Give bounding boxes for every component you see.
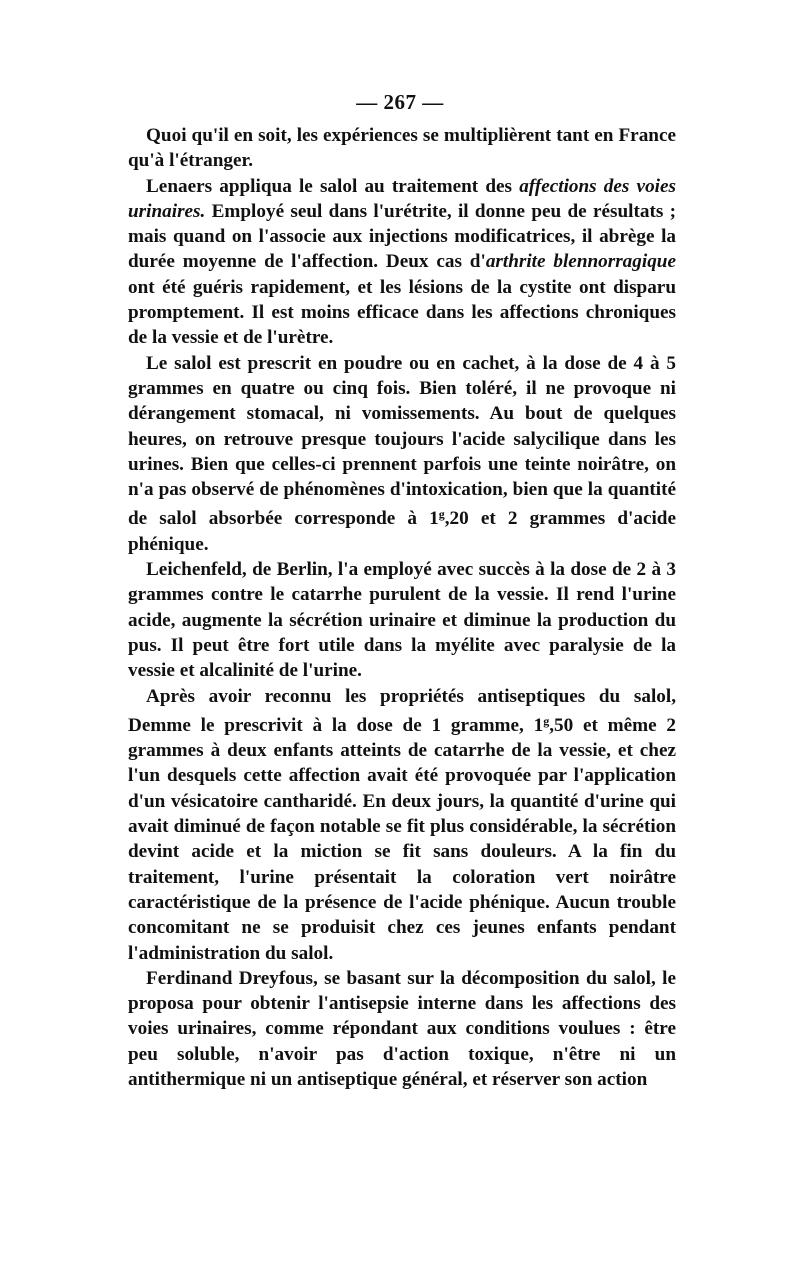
- paragraph: [128, 351, 676, 557]
- paragraph: [128, 557, 676, 683]
- text-run: Après avoir reconnu les propriétés antiseptiques du salol, Demme le prescrivit à la dose de 1 gramme, 1: [128, 685, 676, 736]
- text-run: Ferdinand Dreyfous, se basant sur la décomposition du salol, le proposa pour obtenir l'antisepsie interne dans les affections des voies urinaires, comme répondant aux conditions voulues : être peu soluble, n'avoir pas d'action toxique, n'être ni un antithermique ni un antiseptique général, et réserver son action: [128, 967, 676, 1090]
- text-run: Le salol est prescrit en poudre ou en cachet, à la dose de 4 à 5 grammes en quatre ou cinq fois. Bien toléré, il ne provoque ni dérangement stomacal, ni vomissements. Au bout de quelques heures, on retrouve presque toujours l'acide salycilique dans les urines. Bien que celles-ci prennent parfois une teinte noirâtre, on n'a pas observé de phénomènes d'intoxication, bien que la quantité de salol absorbée corresponde à 1: [128, 352, 676, 530]
- text-run: ,20 et 2 grammes d'acide phénique.: [128, 508, 676, 555]
- paragraph: [128, 966, 676, 1092]
- text-run: ont été guéris rapidement, et les lésions de la cystite ont disparu promptement. Il est moins efficace dans les affections chroniques de la vessie et de l'urètre.: [128, 276, 676, 349]
- superscript-text: g: [438, 507, 445, 522]
- paragraph: [128, 123, 676, 174]
- text-run: Leichenfeld, de Berlin, l'a employé avec succès à la dose de 2 à 3 grammes contre le catarrhe purulent de la vessie. Il rend l'urine acide, augmente la sécrétion urinaire et diminue la production du pus. Il peut être fort utile dans la myélite avec paralysie de la vessie et alcalinité de l'urine.: [128, 559, 676, 682]
- page-number: — 267 —: [356, 90, 444, 114]
- text-run: Quoi qu'il en soit, les expériences se multiplièrent tant en France qu'à l'étranger.: [128, 125, 676, 172]
- italic-text: affections des voies urinaires.: [128, 175, 676, 222]
- italic-text: arthrite blennorragique: [485, 251, 676, 273]
- paragraph: [128, 174, 676, 351]
- text-run: Lenaers appliqua le salol au traitement des: [146, 175, 520, 197]
- superscript-text: g: [543, 713, 550, 728]
- body-text: [128, 123, 676, 1092]
- text-run: ,50 et même 2 grammes à deux enfants atteints de catarrhe de la vessie, et chez l'un desquels cette affection avait été provoquée par l'application d'un vésicatoire cantharidé. En deux jours, la quantité d'urine qui avait diminué de façon notable se fit plus considérable, la sécrétion devint acide et la miction se fit sans douleurs. A la fin du traitement, l'urine présentait la coloration vert noirâtre caractéristique de la présence de l'acide phénique. Aucun trouble concomitant ne se produisit chez ces jeunes enfants pendant l'administration du salol.: [128, 714, 676, 964]
- paragraph: [128, 684, 676, 966]
- text-run: Employé seul dans l'urétrite, il donne peu de résultats ; mais quand on l'associe aux injections modificatrices, il abrège la durée moyenne de l'affection. Deux cas d': [128, 200, 676, 273]
